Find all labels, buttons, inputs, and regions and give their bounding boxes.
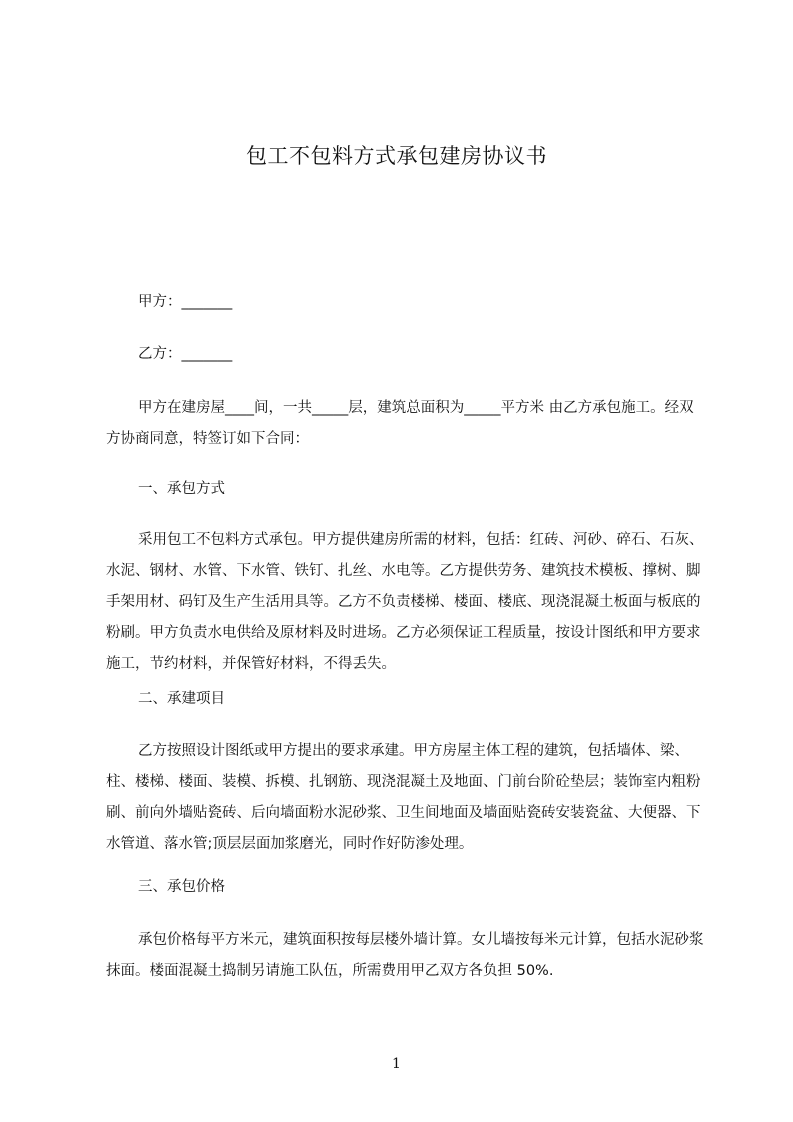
section-heading-1: 一、承包方式 (138, 481, 225, 497)
section-body-1: 采用包工不包料方式承包。甲方提供建房所需的材料，包括：红砖、河砂、碎石、石灰、水泥、钢材、水管、下水管、铁钉、扎丝、水电等。乙方提供劳务、建筑技术模板、撑树、脚手架用材、码钉及生产生活用具等。乙方不负责楼梯、楼面、楼底、现浇混凝土板面与板底的粉刷。甲方负责水电供给及原材料及时进场。乙方必须保证工程质量，按设计图纸和甲方要求施工，节约材料，并保管好材料，不得丢失。 (106, 532, 704, 672)
page-number: 1 (392, 1056, 401, 1072)
section-heading-2: 二、承建项目 (138, 691, 225, 707)
party-a-line: 甲方：_______ (138, 294, 233, 310)
section-heading-3: 三、承包价格 (138, 879, 225, 895)
intro-paragraph: 甲方在建房屋____间，一共_____层，建筑总面积为_____平方米 由乙方承包施工。经双方协商同意，特签订如下合同： (106, 400, 694, 447)
party-b-line: 乙方：_______ (138, 346, 233, 362)
section-body-3: 承包价格每平方米元，建筑面积按每层楼外墙计算。女儿墙按每米元计算，包括水泥砂浆抹面。楼面混凝土捣制另请施工队伍，所需费用甲乙双方各负担 50%. (106, 932, 704, 979)
section-body-2: 乙方按照设计图纸或甲方提出的要求承建。甲方房屋主体工程的建筑，包括墙体、梁、柱、楼梯、楼面、装模、拆模、扎钢筋、现浇混凝土及地面、门前台阶砼垫层；装饰室内粗粉刷、前向外墙贴瓷砖、后向墙面粉水泥砂浆、卫生间地面及墙面贴瓷砖安装瓷盆、大便器、下水管道、落水管;顶层层面加浆磨光，同时作好防渗处理。 (106, 743, 701, 852)
document-title: 包工不包料方式承包建房协议书 (246, 144, 547, 168)
